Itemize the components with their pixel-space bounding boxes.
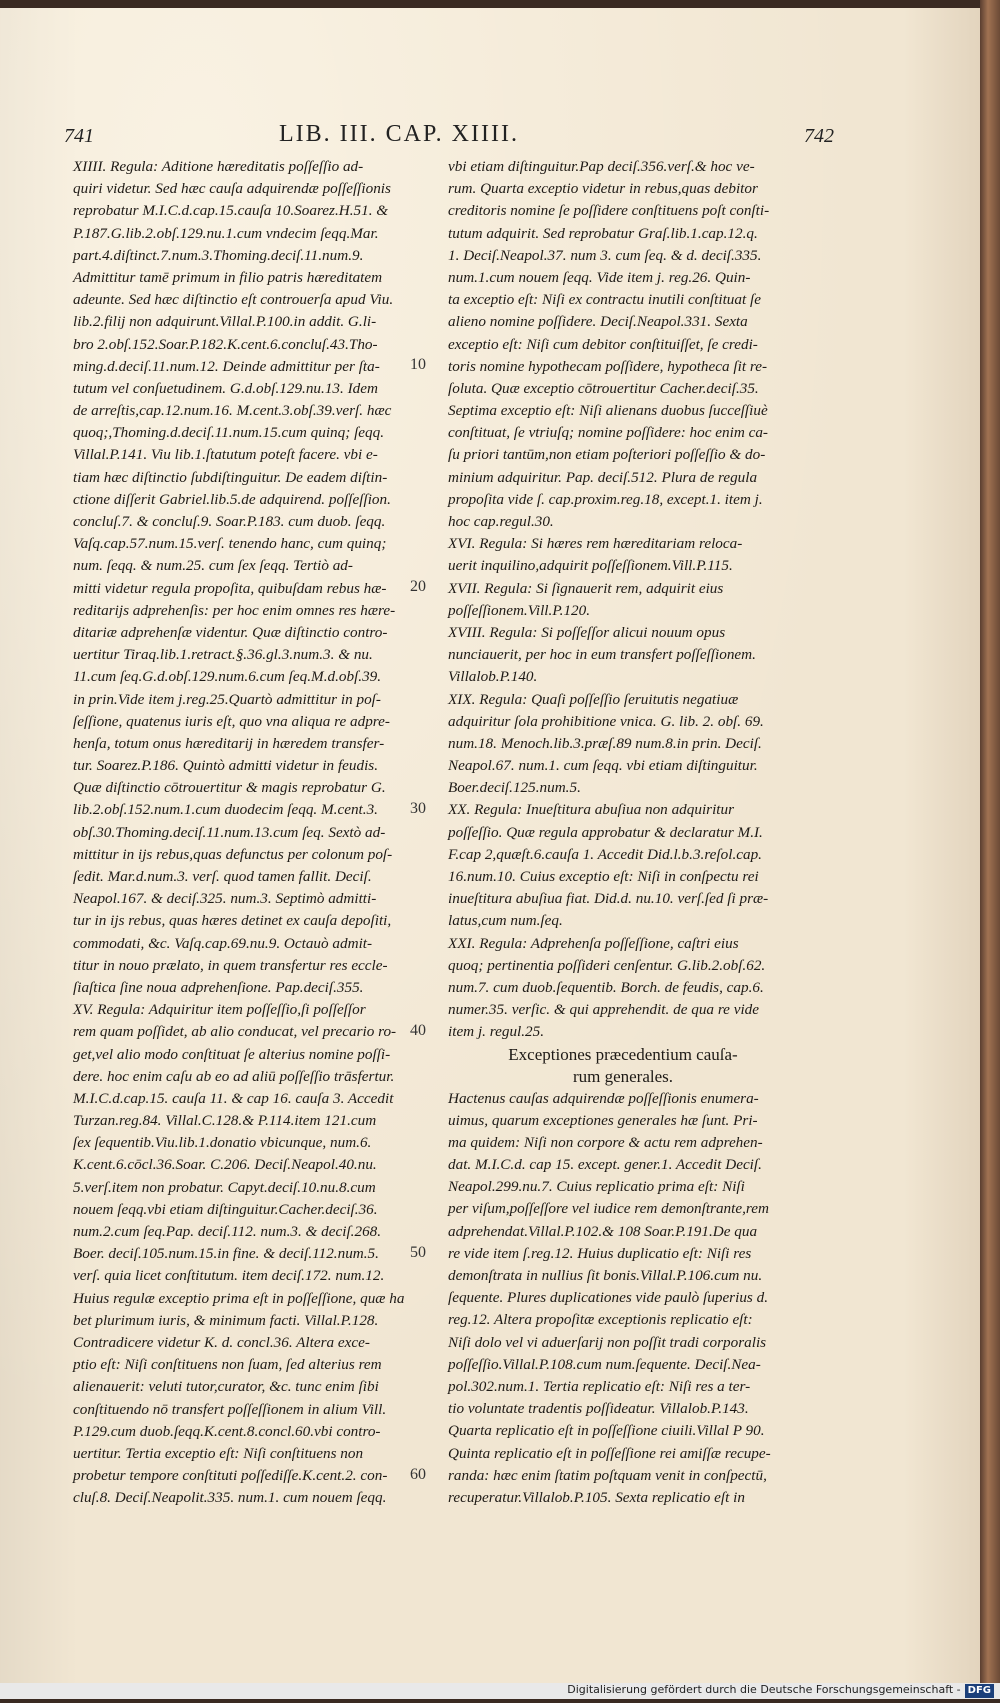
text-line: quoq;,Thoming.d.deciſ.11.num.15.cum quinq; ſeqq. <box>73 424 385 442</box>
text-line: reg.12. Altera propoſitæ exceptionis replicatio eſt: <box>448 1311 753 1329</box>
text-line: inueſtitura abuſiua fiat. Did.d. nu.10. verſ.ſed ſi præ- <box>448 890 769 908</box>
text-line: Neapol.299.nu.7. Cuius replicatio prima eſt: Niſi <box>448 1178 745 1196</box>
text-line: alienauerit: veluti tutor,curator, &c. tunc enim ſibi <box>73 1378 379 1396</box>
text-line: get,vel alio modo conſtituat ſe alterius nomine poſſi- <box>73 1045 391 1063</box>
text-line: rum. Quarta exceptio videtur in rebus,quas debitor <box>448 180 758 198</box>
text-line: mitti videtur regula propoſita, quibuſdam rebus hæ- <box>73 579 387 597</box>
text-line: Quinta replicatio eſt in poſſeſſione rei amiſſæ recupe- <box>448 1444 771 1462</box>
text-line: item j. regul.25. <box>448 1023 545 1041</box>
text-line: Villalob.P.140. <box>448 668 538 686</box>
text-line: XXI. Regula: Adprehenſa poſſeſſione, caſtri eius <box>448 934 739 952</box>
text-line: ſiaſtica ſine noua adprehenſione. Pap.deciſ.355. <box>73 978 364 996</box>
section-heading-line: Exceptiones præcedentium cauſa- <box>508 1044 738 1064</box>
text-line: conſtituendo nō transfert poſſeſſionem in alium Vill. <box>73 1400 387 1418</box>
text-line: XVII. Regula: Si ſignauerit rem, adquirit eius <box>448 579 724 597</box>
line-marker: 50 <box>410 1243 426 1261</box>
text-line: ctione diſſerit Gabriel.lib.5.de adquirend. poſſeſſion. <box>73 490 391 508</box>
text-line: XX. Regula: Inueſtitura abuſiua non adquiritur <box>448 801 735 819</box>
text-line: num.7. cum duob.ſequentib. Borch. de feudis, cap.6. <box>448 978 764 996</box>
text-line: Neapol.67. num.1. cum ſeqq. vbi etiam diſtinguitur. <box>448 757 758 775</box>
text-line: in prin.Vide item j.reg.25.Quartò admittitur in poſ- <box>73 690 381 708</box>
text-line: pol.302.num.1. Tertia replicatio eſt: Niſi res a ter- <box>448 1377 751 1395</box>
text-line: poſſeſſio. Quæ regula approbatur & declaratur M.I. <box>448 823 763 841</box>
book-edge <box>980 0 1000 1690</box>
text-line: tio voluntate tradentis poſſideatur. Villalob.P.143. <box>448 1400 749 1418</box>
text-line: Admittitur tamē primum in filio patris hæreditatem <box>73 268 383 286</box>
text-line: ming.d.deciſ.11.num.12. Deinde admittitur per ſta- <box>73 357 380 375</box>
footer-bar <box>0 1683 1000 1699</box>
text-line: alieno nomine poſſidere. Deciſ.Neapol.331. Sexta <box>448 313 748 331</box>
text-line: ſu priori tantūm,non etiam poſteriori poſſeſſio & do- <box>448 446 766 464</box>
text-line: cluſ.8. Deciſ.Neapolit.335. num.1. cum nouem ſeqq. <box>73 1489 387 1507</box>
text-line: num.1.cum nouem ſeqq. Vide item j. reg.26. Quin- <box>448 268 751 286</box>
section-heading-line: rum generales. <box>572 1066 674 1086</box>
text-line: hoc cap.regul.30. <box>448 513 554 530</box>
text-line: latus,cum num.ſeq. <box>448 912 563 930</box>
book-page <box>0 8 985 1684</box>
text-line: concluſ.7. & concluſ.9. Soar.P.183. cum duob. ſeqq. <box>73 513 386 530</box>
right-column <box>448 156 798 1509</box>
text-line: adeunte. Sed hæc diſtinctio eſt controuerſa apud Viu. <box>73 291 394 309</box>
text-line: ditariæ adprehenſæ videntur. Quæ diſtinctio contro- <box>73 623 388 641</box>
text-line: demonſtrata in nullius ſit bonis.Villal.P.106.cum nu. <box>448 1267 763 1284</box>
text-line: XIIII. Regula: Aditione hæreditatis poſſeſſio ad- <box>73 158 364 175</box>
text-line: conſtituat, ſe vtriuſq; nomine poſſidere: hoc enim ca- <box>448 424 768 442</box>
text-line: P.129.cum duob.ſeqq.K.cent.8.concl.60.vbi contro- <box>73 1422 381 1440</box>
text-line: dere. hoc enim caſu ab eo ad aliū poſſeſſio trāsfertur. <box>73 1067 395 1085</box>
text-line: ſeſſione, quatenus iuris eſt, quo vna aliqua re adpre- <box>73 712 390 730</box>
text-line: Contradicere videtur K. d. concl.36. Altera exce- <box>73 1333 370 1351</box>
running-title: LIB. III. CAP. XIIII. <box>279 121 519 147</box>
dfg-logo: DFG <box>965 1684 994 1698</box>
text-line: lib.2.filij non adquirunt.Villal.P.100.in addit. G.li- <box>73 313 377 331</box>
text-line: K.cent.6.cōcl.36.Soar. C.206. Deciſ.Neapol.40.nu. <box>73 1156 377 1174</box>
text-line: lib.2.obſ.152.num.1.cum duodecim ſeqq. M.cent.3. <box>73 801 378 819</box>
text-line: randa: hæc enim ſtatim poſtquam venit in conſpectū, <box>448 1466 767 1484</box>
text-line: ſequente. Plures duplicationes vide paulò ſuperius d. <box>448 1289 769 1307</box>
text-line: Septima exceptio eſt: Niſi alienans duobus ſucceſſiuè <box>448 402 768 420</box>
text-line: obſ.30.Thoming.deciſ.11.num.13.cum ſeq. Sextò ad- <box>73 823 386 841</box>
text-line: creditoris nomine ſe poſſidere conſtituens poſt conſti- <box>448 202 770 220</box>
text-line: Quarta replicatio eſt in poſſeſſione ciuili.Villal P 90. <box>448 1422 765 1440</box>
text-line: XIX. Regula: Quaſi poſſeſſio ſeruitutis negatiuæ <box>448 690 739 708</box>
text-line: uimus, quarum exceptiones generales hæ ſunt. Pri- <box>448 1111 758 1129</box>
text-line: tiam hæc diſtinctio ſubdiſtinguitur. De eadem diſtin- <box>73 468 388 486</box>
text-line: uertitur Tiraq.lib.1.retract.§.36.gl.3.num.3. & nu. <box>73 646 373 664</box>
text-line: ſoluta. Quæ exceptio cōtrouertitur Cacher.deciſ.35. <box>448 379 759 397</box>
text-line: numer.35. verſic. & qui apprehendit. de qua re vide <box>448 1001 759 1019</box>
text-line: probetur tempore conſtituti poſſediſſe.K.cent.2. con- <box>73 1467 388 1485</box>
left-column <box>73 156 418 1509</box>
text-line: Huius regulæ exceptio prima eſt in poſſeſſione, quæ ha <box>73 1289 405 1307</box>
text-line: ſedit. Mar.d.num.3. verſ. quod tamen fallit. Deciſ. <box>73 868 372 885</box>
line-marker: 20 <box>410 577 426 595</box>
text-line: Boer.deciſ.125.num.5. <box>448 779 581 797</box>
text-line: minium adquiritur. Pap. deciſ.512. Plura de regula <box>448 468 758 486</box>
line-marker: 30 <box>410 799 426 817</box>
section-heading <box>448 1044 798 1088</box>
text-line: Turzan.reg.84. Villal.C.128.& P.114.item 121.cum <box>73 1112 377 1130</box>
text-line: XVI. Regula: Si hæres rem hæreditariam reloca- <box>448 535 743 553</box>
text-line: Boer. deciſ.105.num.15.in fine. & deciſ.112.num.5. <box>73 1245 379 1263</box>
text-line: ſex ſequentib.Viu.lib.1.donatio vbicunque, num.6. <box>73 1134 372 1152</box>
text-line: mittitur in ijs rebus,quas defunctus per colonum poſ- <box>73 845 393 863</box>
text-line: XVIII. Regula: Si poſſeſſor alicui nouum opus <box>448 623 726 641</box>
text-line: de arreſtis,cap.12.num.16. M.cent.3.obſ.39.verſ. hæc <box>73 402 392 420</box>
text-line: bro 2.obſ.152.Soar.P.182.K.cent.6.concluſ.43.Tho- <box>73 335 378 353</box>
text-line: quoq; pertinentia poſſideri cenſentur. G.lib.2.obſ.62. <box>448 956 766 974</box>
text-line: tutum vel conſuetudinem. G.d.obſ.129.nu.13. Idem <box>73 379 378 397</box>
text-line: XV. Regula: Adquiritur item poſſeſſio,ſi poſſeſſor <box>73 1001 366 1019</box>
text-line: Hactenus cauſas adquirendæ poſſeſſionis enumera- <box>448 1089 759 1107</box>
text-line: Quæ diſtinctio cōtrouertitur & magis reprobatur G. <box>73 779 386 797</box>
text-line: reprobatur M.I.C.d.cap.15.cauſa 10.Soarez.H.51. & <box>73 202 389 220</box>
text-line: 5.verſ.item non probatur. Capyt.deciſ.10.nu.8.cum <box>73 1178 376 1196</box>
line-marker: 40 <box>410 1021 426 1039</box>
line-marker: 10 <box>410 355 426 373</box>
text-line: commodati, &c. Vaſq.cap.69.nu.9. Octauò admit- <box>73 934 373 952</box>
text-line: tur in ijs rebus, quas hæres detinet ex cauſa depoſiti, <box>73 912 392 930</box>
text-line: rem quam poſſidet, ab alio conducat, vel precario ro- <box>73 1023 397 1041</box>
text-line: per viſum,poſſeſſore vel iudice rem demonſtrante,rem <box>448 1200 769 1218</box>
text-line: vbi etiam diſtinguitur.Pap deciſ.356.verſ.& hoc ve- <box>448 158 755 175</box>
text-line: adquiritur ſola prohibitione vnica. G. lib. 2. obſ. 69. <box>448 712 764 730</box>
text-line: verſ. quia licet conſtitutum. item deciſ.172. num.12. <box>73 1267 385 1285</box>
page-number-left: 741 <box>64 125 94 147</box>
text-line: P.187.G.lib.2.obſ.129.nu.1.cum vndecim ſeqq.Mar. <box>73 224 379 242</box>
text-line: nunciauerit, per hoc in eum transfert poſſeſſionem. <box>448 646 756 664</box>
text-line: reditarijs adprehenſis: per hoc enim omnes res hære- <box>73 601 396 619</box>
page-header <box>64 121 834 157</box>
text-line: adprehendat.Villal.P.102.& 108 Soar.P.191.De qua <box>448 1222 758 1240</box>
text-line: poſſeſſionem.Vill.P.120. <box>448 601 591 619</box>
text-line: toris nomine hypothecam poſſidere, hypotheca ſit re- <box>448 357 768 375</box>
text-line: quiri videtur. Sed hæc cauſa adquirendæ poſſeſſionis <box>73 180 391 198</box>
line-marker: 60 <box>410 1465 426 1483</box>
text-line: part.4.diſtinct.7.num.3.Thoming.deciſ.11.num.9. <box>73 246 364 264</box>
text-line: num. ſeqq. & num.25. cum ſex ſeqq. Tertiò ad- <box>73 557 353 575</box>
text-line: poſſeſſio.Villal.P.108.cum num.ſequente. Deciſ.Nea- <box>448 1355 761 1373</box>
page-number-right: 742 <box>804 125 834 147</box>
text-line: 11.cum ſeq.G.d.obſ.129.num.6.cum ſeq.M.d.obſ.39. <box>73 668 382 686</box>
text-line: tur. Soarez.P.186. Quintò admitti videtur in feudis. <box>73 757 379 775</box>
text-line: num.2.cum ſeq.Pap. deciſ.112. num.3. & deciſ.268. <box>73 1223 382 1240</box>
text-line: 1. Deciſ.Neapol.37. num 3. cum ſeq. & d. deciſ.335. <box>448 246 762 264</box>
text-line: M.I.C.d.cap.15. cauſa 11. & cap 16. cauſa 3. Accedit <box>73 1089 394 1107</box>
text-line: uerit inquilino,adquirit poſſeſſionem.Vill.P.115. <box>448 557 733 575</box>
text-line: Vaſq.cap.57.num.15.verſ. tenendo hanc, cum quinq; <box>73 535 387 553</box>
text-line: titur in nouo prælato, in quem transfertur res eccle- <box>73 956 388 974</box>
text-line: tutum adquirit. Sed reprobatur Graſ.lib.1.cap.12.q. <box>448 224 758 242</box>
text-line: Neapol.167. & deciſ.325. num.3. Septimò admitti- <box>73 890 377 908</box>
text-line: nouem ſeqq.vbi etiam diſtinguitur.Cacher.deciſ.36. <box>73 1200 378 1218</box>
text-line: dat. M.I.C.d. cap 15. except. gener.1. Accedit Deciſ. <box>448 1156 762 1174</box>
text-line: F.cap 2,quæſt.6.cauſa 1. Accedit Did.l.b.3.reſol.cap. <box>448 845 762 863</box>
text-line: num.18. Menoch.lib.3.præſ.89 num.8.in prin. Deciſ. <box>448 734 762 752</box>
footer-text: Digitalisierung gefördert durch die Deutsche Forschungsgemeinschaft - <box>567 1683 961 1696</box>
text-line: re vide item ſ.reg.12. Huius duplicatio eſt: Niſi res <box>448 1244 752 1262</box>
text-line: exceptio eſt: Niſi cum debitor conſtituiſſet, ſe credi- <box>448 335 758 353</box>
text-line: bet plurimum iuris, & minimum facti. Villal.P.128. <box>73 1311 379 1329</box>
text-line: ptio eſt: Niſi conſtituens non ſuam, ſed alterius rem <box>73 1356 382 1374</box>
text-line: 16.num.10. Cuius exceptio eſt: Niſi in conſpectu rei <box>448 868 759 885</box>
text-line: Niſi dolo vel vi aduerſarij non poſſit tradi corporalis <box>448 1333 767 1351</box>
text-line: recuperatur.Villalob.P.105. Sexta replicatio eſt in <box>448 1488 745 1506</box>
text-line: propoſita vide ſ. cap.proxim.reg.18, except.1. item j. <box>448 490 763 508</box>
text-line: Villal.P.141. Viu lib.1.ſtatutum poteſt facere. vbi e- <box>73 446 378 464</box>
text-line: ta exceptio eſt: Niſi ex contractu inutili conſtituat ſe <box>448 291 761 309</box>
text-line: henſa, totum onus hæreditarij in hæredem transfer- <box>73 734 385 752</box>
text-line: uertitur. Tertia exceptio eſt: Niſi conſtituens non <box>73 1444 364 1462</box>
text-line: ma quidem: Niſi non corpore & actu rem adprehen- <box>448 1133 763 1151</box>
